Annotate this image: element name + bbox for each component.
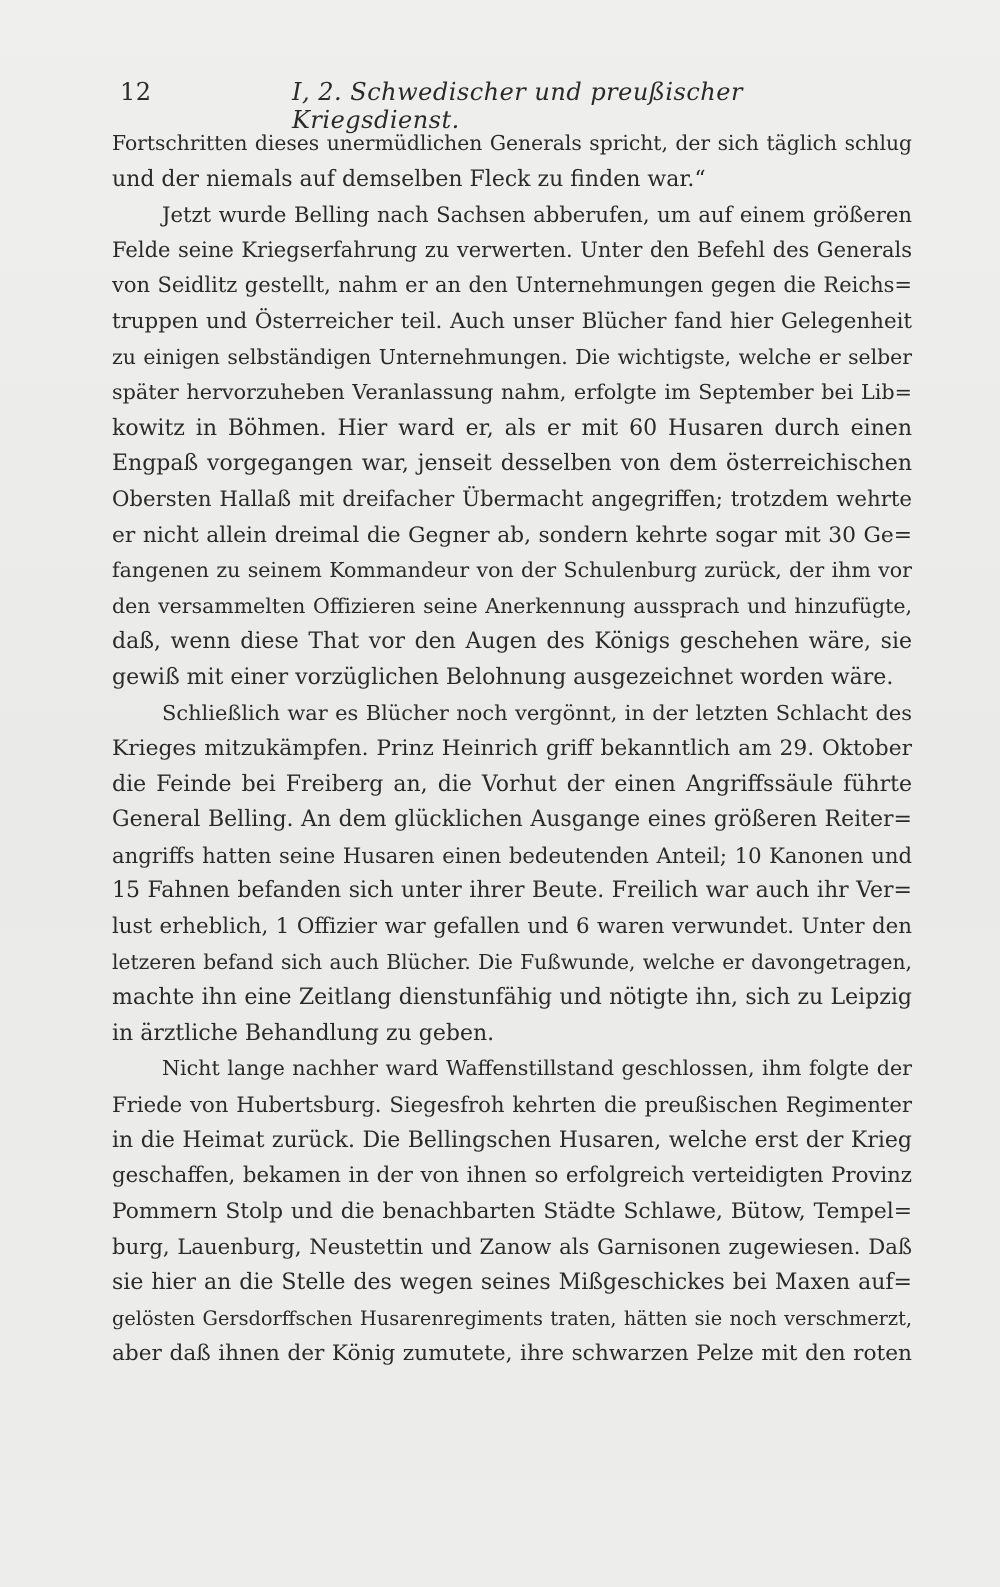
- text-line: Engpaß vorgegangen war, jenseit desselben von dem österreichischen: [112, 451, 912, 477]
- body-text: [112, 126, 912, 1372]
- page-header: [112, 78, 912, 134]
- text-line: truppen und Österreicher teil. Auch unser Blücher fand hier Gelegenheit: [112, 308, 912, 334]
- page-number: 12: [120, 78, 152, 106]
- text-line: aber daß ihnen der König zumutete, ihre schwarzen Pelze mit den roten: [112, 1341, 912, 1367]
- text-line: fangenen zu seinem Kommandeur von der Schulenburg zurück, der ihm vor: [112, 558, 912, 583]
- text-line: zu einigen selbständigen Unternehmungen. Die wichtigste, welche er selber: [112, 344, 912, 369]
- text-line: Schließlich war es Blücher noch vergönnt, in der letzten Schlacht des: [162, 700, 912, 725]
- text-line: Nicht lange nachher ward Waffenstillstand geschlossen, ihm folgte der: [162, 1056, 912, 1081]
- text-line: 15 Fahnen befanden sich unter ihrer Beute. Freilich war auch ihr Ver=: [112, 878, 912, 904]
- text-line: er nicht allein dreimal die Gegner ab, sondern kehrte sogar mit 30 Ge=: [112, 522, 912, 548]
- text-line: Jetzt wurde Belling nach Sachsen abberufen, um auf einem größeren: [162, 202, 912, 228]
- text-line: und der niemals auf demselben Fleck zu finden war.“: [112, 166, 706, 192]
- text-line: Felde seine Kriegserfahrung zu verwerten. Unter den Befehl des Generals: [112, 237, 912, 262]
- text-line: lust erheblich, 1 Offizier war gefallen und 6 waren verwundet. Unter den: [112, 914, 912, 940]
- text-line: sie hier an die Stelle des wegen seines Mißgeschickes bei Maxen auf=: [112, 1270, 912, 1295]
- text-line: Fortschritten dieses unermüdlichen Generals spricht, der sich täglich schlug: [112, 131, 912, 155]
- text-line: machte ihn eine Zeitlang dienstunfähig und nötigte ihn, sich zu Leipzig: [112, 985, 912, 1011]
- paragraph-1: [112, 126, 912, 197]
- text-line: geschaffen, bekamen in der von ihnen so erfolgreich verteidigten Provinz: [112, 1163, 912, 1189]
- text-line: Pommern Stolp und die benachbarten Städte Schlawe, Bütow, Tempel=: [112, 1198, 912, 1224]
- paragraph-3: [112, 696, 912, 1052]
- text-line: von Seidlitz gestellt, nahm er an den Unternehmungen gegen die Reichs=: [112, 273, 912, 298]
- text-line: gelösten Gersdorffschen Husarenregiments traten, hätten sie noch verschmerzt,: [112, 1306, 912, 1330]
- text-line: später hervorzuheben Veranlassung nahm, erfolgte im September bei Lib=: [112, 380, 912, 405]
- text-line: den versammelten Offizieren seine Anerkennung aussprach und hinzufügte,: [112, 593, 912, 618]
- text-line: in die Heimat zurück. Die Bellingschen Husaren, welche erst der Krieg: [112, 1127, 912, 1153]
- text-line: gewiß mit einer vorzüglichen Belohnung ausgezeichnet worden wäre.: [112, 664, 894, 690]
- text-line: Obersten Hallaß mit dreifacher Übermacht angegriffen; trotzdem wehrte: [112, 486, 912, 512]
- text-line: Krieges mitzukämpfen. Prinz Heinrich griff bekanntlich am 29. Oktober: [112, 736, 912, 762]
- paragraph-2: [112, 197, 912, 695]
- text-line: letzeren befand sich auch Blücher. Die Fußwunde, welche er davongetragen,: [112, 949, 912, 974]
- text-line: burg, Lauenburg, Neustettin und Zanow als Garnisonen zugewiesen. Daß: [112, 1234, 912, 1260]
- text-line: Friede von Hubertsburg. Siegesfroh kehrten die preußischen Regimenter: [112, 1092, 912, 1118]
- text-line: in ärztliche Behandlung zu geben.: [112, 1020, 495, 1046]
- text-line: die Feinde bei Freiberg an, die Vorhut der einen Angriffssäule führte: [112, 771, 912, 797]
- text-line: daß, wenn diese That vor den Augen des Königs geschehen wäre, sie: [112, 629, 912, 655]
- paragraph-4: [112, 1051, 912, 1371]
- running-title: I, 2. Schwedischer und preußischer Kriegsdienst.: [292, 78, 743, 134]
- text-line: kowitz in Böhmen. Hier ward er, als er mit 60 Husaren durch einen: [112, 415, 912, 441]
- text-line: angriffs hatten seine Husaren einen bedeutenden Anteil; 10 Kanonen und: [112, 842, 912, 868]
- text-line: General Belling. An dem glücklichen Ausgange eines größeren Reiter=: [112, 807, 912, 833]
